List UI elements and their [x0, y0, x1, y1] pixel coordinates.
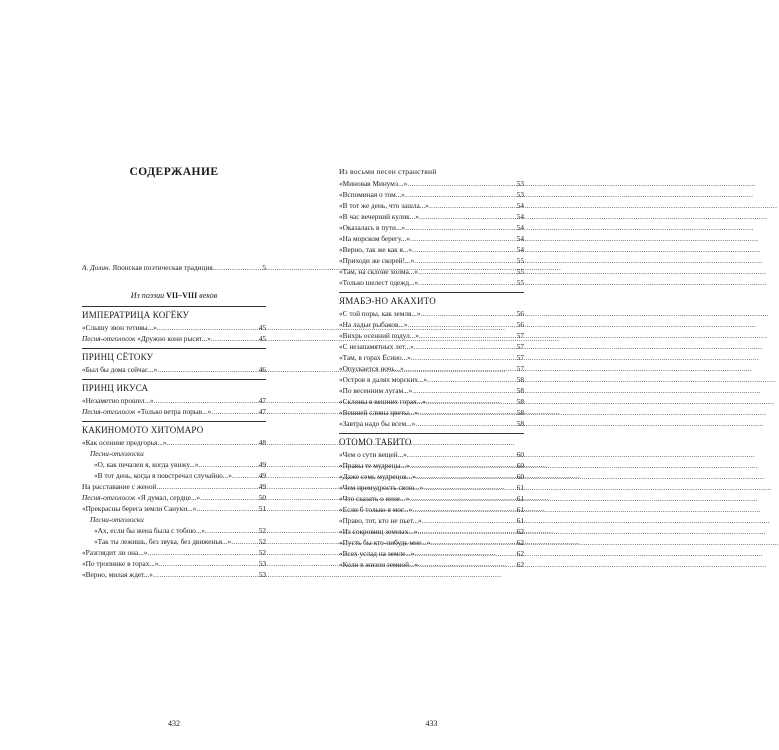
entry-title: «Если б только я мог...» — [339, 505, 413, 514]
toc-entry[interactable] — [339, 374, 524, 385]
dot-leader — [211, 406, 257, 417]
toc-entry[interactable] — [82, 333, 266, 344]
toc-entry[interactable] — [82, 322, 266, 333]
entry-title: «О, как печален я, когда увижу...» — [94, 460, 199, 469]
section-heading: КАКИНОМОТО ХИТОМАРО — [82, 425, 204, 435]
entry-title: «Приходи же скорей!...» — [339, 256, 415, 265]
page-ref: 56 — [516, 309, 524, 318]
page-ref: 62 — [516, 549, 524, 558]
toc-entry[interactable] — [82, 437, 266, 448]
toc-entry[interactable] — [339, 526, 524, 537]
dot-leader — [211, 333, 258, 344]
page-ref: 48 — [258, 438, 266, 447]
dot-leader — [157, 364, 257, 375]
entry-title: «Был бы дома сейчас...» — [82, 365, 158, 374]
page-ref: 54 — [516, 245, 524, 254]
page-ref: 51 — [258, 504, 266, 513]
dot-leader — [410, 460, 516, 471]
toc-entry[interactable] — [82, 525, 266, 536]
entry-title: «Правы те мудрецы...» — [339, 461, 410, 470]
toc-entry[interactable] — [339, 341, 524, 352]
toc-entry[interactable] — [339, 548, 524, 559]
toc-entry[interactable] — [82, 395, 266, 406]
toc-entry[interactable] — [339, 266, 524, 277]
page-ref: 47 — [258, 407, 266, 416]
toc-entry[interactable] — [339, 211, 524, 222]
toc-entry[interactable] — [82, 536, 266, 547]
section-heading: ПРИНЦ СЁТОКУ — [82, 352, 154, 362]
dot-leader — [213, 262, 262, 273]
entry-title: «В тот же день, что зашла...» — [339, 201, 429, 210]
left-contents — [82, 290, 266, 580]
page-ref: 57 — [516, 331, 524, 340]
page-ref: 45 — [258, 334, 266, 343]
dot-leader — [404, 363, 516, 374]
page-ref: 60 — [516, 472, 524, 481]
entry-title: «На морском берегу...» — [339, 234, 411, 243]
toc-entry[interactable] — [339, 189, 524, 200]
toc-entry[interactable] — [339, 244, 524, 255]
toc-entry[interactable] — [82, 547, 266, 558]
toc-entry[interactable] — [339, 407, 524, 418]
page-ref: 53 — [258, 559, 266, 568]
intro-block — [82, 262, 266, 273]
entry-title: «Слышу звон тетивы...» — [82, 323, 157, 332]
entry-title: «Завтра надо бы всем...» — [339, 419, 416, 428]
toc-entry[interactable] — [339, 559, 524, 570]
toc-entry[interactable] — [339, 493, 524, 504]
dot-leader — [409, 493, 515, 504]
entry-title: «Только шелест одежд...» — [339, 278, 419, 287]
entry-title: «На ладьи рыбаков...» — [339, 320, 408, 329]
entry-title: «Чем премудрость свою...» — [339, 483, 424, 492]
entry-title: «Всех услад на земле...» — [339, 549, 415, 558]
dot-leader — [430, 537, 515, 548]
entry-title: «Вихрь осенний подул...» — [339, 331, 419, 340]
page-ref: 49 — [258, 482, 266, 491]
entry-title: «По весенним лугам...» — [339, 386, 413, 395]
page-ref: 49 — [258, 471, 266, 480]
entry-title: «Право, тот, кто не пьет...» — [339, 516, 422, 525]
page-ref: 62 — [516, 527, 524, 536]
dot-leader — [159, 558, 258, 569]
dot-leader — [412, 385, 516, 396]
entry-title: «Верно, милая ждет...» — [82, 570, 153, 579]
page-ref: 62 — [516, 538, 524, 547]
page-ref: 58 — [516, 397, 524, 406]
entry-title: «По тропинке в горах...» — [82, 559, 159, 568]
page-ref: 57 — [516, 364, 524, 373]
page-ref: 54 — [516, 223, 524, 232]
toc-entry[interactable] — [339, 352, 524, 363]
section-rule — [339, 292, 524, 293]
entry-title: «Прекрасны берега земли Сануки...» — [82, 504, 197, 513]
page-ref: 53 — [258, 570, 266, 579]
dot-leader — [231, 536, 258, 547]
entry-title: «Как осенние предгорья...» — [82, 438, 167, 447]
right-contents — [339, 165, 524, 570]
toc-entry[interactable] — [339, 308, 524, 319]
toc-entry[interactable] — [339, 396, 524, 407]
entry-title: «Чем о сути вещей...» — [339, 450, 407, 459]
toc-entry[interactable] — [82, 459, 266, 470]
page-ref: 45 — [258, 323, 266, 332]
entry-title: «Я думал, сердце...» — [137, 493, 201, 502]
dot-leader — [418, 266, 516, 277]
page-ref: 57 — [516, 342, 524, 351]
page-ref: 49 — [258, 460, 266, 469]
page-ref: 52 — [258, 537, 266, 546]
dot-leader — [414, 255, 516, 266]
dot-leader — [416, 471, 516, 482]
entry-title: «Склоны в вешних горах...» — [339, 397, 426, 406]
entry-label: Песня-отголосок — [82, 407, 136, 416]
toc-entry[interactable] — [339, 471, 524, 482]
toc-entry[interactable] — [339, 319, 524, 330]
dot-leader — [205, 525, 258, 536]
dot-leader — [200, 492, 258, 503]
page-ref: 55 — [516, 278, 524, 287]
toc-entry[interactable] — [339, 515, 524, 526]
dot-leader — [157, 322, 258, 333]
entry-title: «С незапамятных лет...» — [339, 342, 414, 351]
dot-leader — [408, 319, 516, 330]
dot-leader — [154, 395, 258, 406]
dot-leader — [405, 222, 516, 233]
dot-leader — [405, 189, 516, 200]
toc-entry[interactable] — [339, 363, 524, 374]
toc-entry[interactable] — [339, 504, 524, 515]
toc-entry[interactable] — [339, 330, 524, 341]
page-ref: 52 — [258, 548, 266, 557]
page-number: 433 — [425, 719, 438, 728]
entry-title: «Ах, если бы жена была с тобою...» — [94, 526, 205, 535]
dot-leader — [407, 178, 515, 189]
entry-label: Песня-отголосок — [82, 493, 136, 502]
dot-leader — [418, 277, 516, 288]
dot-leader — [412, 244, 516, 255]
entry-title: «В час вечерний кулик...» — [339, 212, 419, 221]
page-ref: 55 — [516, 256, 524, 265]
dot-leader — [156, 481, 257, 492]
page-ref: 47 — [258, 396, 266, 405]
toc-entry[interactable] — [339, 385, 524, 396]
dot-leader — [411, 352, 516, 363]
dot-leader — [422, 515, 516, 526]
entry-title: «Незаметно прошел...» — [82, 396, 154, 405]
section-rule — [339, 433, 524, 434]
toc-entry[interactable] — [339, 449, 524, 460]
toc-entry[interactable] — [339, 418, 524, 429]
page-ref: 58 — [516, 386, 524, 395]
toc-entry[interactable] — [82, 569, 266, 580]
dot-leader — [412, 504, 515, 515]
toc-entry[interactable] — [339, 537, 524, 548]
intro-text: Японская поэтическая традиция — [112, 263, 213, 272]
dot-leader — [417, 526, 515, 537]
section-heading: ЯМАБЭ-НО АКАХИТО — [339, 296, 436, 306]
toc-entry[interactable] — [339, 255, 524, 266]
toc-entry[interactable] — [82, 364, 266, 375]
entry-title: «Оказалась в пути...» — [339, 223, 406, 232]
section-heading: ОТОМО ТАБИТО — [339, 437, 412, 447]
dot-leader — [153, 569, 258, 580]
page-ref: 61 — [516, 483, 524, 492]
toc-entry[interactable] — [82, 503, 266, 514]
dot-leader — [415, 418, 515, 429]
era-heading: Из поэзии VII–VIII веков — [130, 291, 218, 300]
page-ref: 52 — [258, 526, 266, 535]
entry-title: «В тот день, когда я повстречал случайно...» — [94, 471, 232, 480]
contents-title: СОДЕРЖАНИЕ — [129, 166, 219, 178]
toc-entry[interactable] — [339, 233, 524, 244]
page-ref: 61 — [516, 516, 524, 525]
entry-title: «Вспоминая о том...» — [339, 190, 405, 199]
dot-leader — [147, 547, 257, 558]
dot-leader — [414, 341, 516, 352]
page-ref: 54 — [516, 212, 524, 221]
dot-leader — [407, 449, 516, 460]
section-rule — [82, 306, 266, 307]
page-ref: 57 — [516, 353, 524, 362]
dot-leader — [420, 308, 515, 319]
page-ref: 61 — [516, 494, 524, 503]
page-ref: 53 — [516, 190, 524, 199]
page-ref: 54 — [516, 201, 524, 210]
page-number: 432 — [168, 719, 180, 728]
entry-title: «Только ветра порыв...» — [137, 407, 212, 416]
section-rule — [82, 379, 266, 380]
page-ref: 60 — [516, 461, 524, 470]
toc-entry[interactable] — [339, 200, 524, 211]
subsection-label: Песни-отголоски — [90, 449, 144, 458]
section-heading: ПРИНЦ ИКУСА — [82, 383, 149, 393]
dot-leader — [198, 459, 257, 470]
section-rule — [82, 348, 266, 349]
section-heading: Из восьми песен странствий — [339, 167, 437, 176]
entry-title: «Там, на склоне холма...» — [339, 267, 418, 276]
dot-leader — [196, 503, 257, 514]
entry-title: «Опускается ночь...» — [339, 364, 404, 373]
toc-entry[interactable] — [82, 492, 266, 503]
entry-title: «Разглядит ли она...» — [82, 548, 148, 557]
toc-entry[interactable] — [339, 460, 524, 471]
entry-title: «Остров в далях морских...» — [339, 375, 428, 384]
page-ref: 58 — [516, 375, 524, 384]
page-ref: 60 — [516, 450, 524, 459]
dot-leader — [429, 200, 516, 211]
toc-entry[interactable] — [82, 558, 266, 569]
page-ref: 46 — [258, 365, 266, 374]
dot-leader — [414, 548, 515, 559]
toc-entry[interactable] — [339, 178, 524, 189]
page-ref: 62 — [516, 560, 524, 569]
section-heading: ИМПЕРАТРИЦА КОГЁКУ — [82, 310, 190, 320]
entry-title: «Там, в горах Ёсино...» — [339, 353, 411, 362]
dot-leader — [427, 374, 516, 385]
toc-entry[interactable] — [339, 482, 524, 493]
subsection-label: Песни-отголоски — [90, 515, 144, 524]
dot-leader — [423, 482, 515, 493]
dot-leader — [232, 470, 258, 481]
dot-leader — [426, 396, 516, 407]
toc-entry-intro[interactable] — [82, 262, 266, 273]
intro-author: А. Долин. — [82, 263, 111, 272]
entry-label: Песня-отголосок — [82, 334, 136, 343]
page-ref: 50 — [258, 493, 266, 502]
entry-title: «Миновав Минумэ...» — [339, 179, 408, 188]
page-ref: 58 — [516, 419, 524, 428]
entry-title: «Пусть бы кто-нибудь мне...» — [339, 538, 431, 547]
page-ref: 61 — [516, 505, 524, 514]
entry-title: «Даже семь мудрецов...» — [339, 472, 416, 481]
dot-leader — [418, 407, 516, 418]
page-ref: 54 — [516, 234, 524, 243]
entry-title: «С той поры, как земля...» — [339, 309, 421, 318]
page-ref: 58 — [516, 408, 524, 417]
entry-title: «Вешней сливы цветы...» — [339, 408, 418, 417]
dot-leader — [410, 233, 516, 244]
entry-title: «Из сокровищ земных...» — [339, 527, 418, 536]
page-ref: 5 — [262, 263, 266, 272]
toc-entry[interactable] — [339, 277, 524, 288]
dot-leader — [419, 211, 516, 222]
entry-title: «Что сказать о вине...» — [339, 494, 410, 503]
page-ref: 55 — [516, 267, 524, 276]
section-rule — [82, 421, 266, 422]
page-ref: 56 — [516, 320, 524, 329]
toc-entry[interactable] — [82, 406, 266, 417]
dot-leader — [167, 437, 258, 448]
dot-leader — [418, 559, 516, 570]
dot-leader — [419, 330, 516, 341]
entry-title: На расставание с женой — [82, 482, 157, 491]
entry-title: «Так ты лежишь, без звука, без движенья...» — [94, 537, 232, 546]
page-ref: 53 — [516, 179, 524, 188]
toc-entry[interactable] — [339, 222, 524, 233]
entry-title: «Верно, так же как я...» — [339, 245, 413, 254]
toc-entry[interactable] — [82, 470, 266, 481]
toc-entry[interactable] — [82, 481, 266, 492]
entry-title: «Коли в жизни земной...» — [339, 560, 419, 569]
entry-title: «Дружно кони рысят...» — [137, 334, 211, 343]
